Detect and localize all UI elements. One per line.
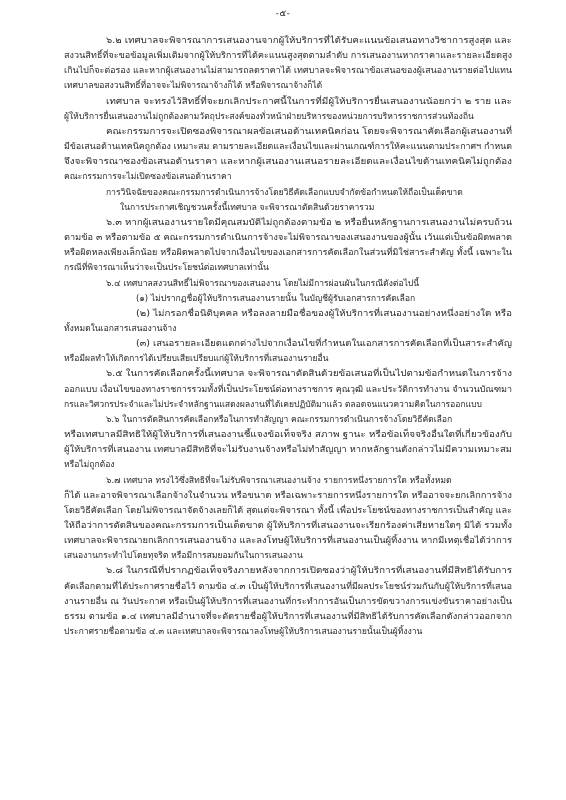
text-line	[64, 413, 512, 428]
text-line-content: เทศบาลขอสงวนสิทธิ์ที่อาจจะไม่พิจารณาจ้างก็ได้ หรือพิจารณาจ้างก็ได้	[64, 81, 323, 92]
text-line	[64, 155, 512, 170]
text-line	[64, 580, 512, 595]
text-line	[64, 322, 512, 337]
text-line	[64, 95, 512, 110]
text-line-content: หรือผิดหลงเพียงเล็กน้อย หรือผิดพลาดไปจากเงื่อนไขของเอกสารการคัดเลือกในส่วนที่มิใช่สาระสำคัญ ทั้งนี้ เฉพาะใน	[64, 248, 512, 259]
text-line	[64, 564, 512, 579]
page-number: -๕-	[275, 9, 291, 19]
text-line	[64, 170, 512, 185]
text-line-content: ๖.๘ ในกรณีที่ปรากฏข้อเท็จจริงภายหลังจากการเปิดซองว่าผู้ให้บริการที่เสนองานที่มีสิทธิได้รับการ	[106, 566, 512, 577]
text-line	[64, 110, 512, 125]
text-line	[64, 277, 512, 292]
text-line-content: สงวนสิทธิ์ที่จะขอข้อมูลเพิ่มเติมจากผู้ให้บริการที่ได้คะแนนสูงสุดตามลำดับ การเสนองานหากราคาและรายละเอียดสูง	[64, 51, 512, 62]
text-line-content: ธรรม ตามข้อ ๑.๔ เทศบาลมีอำนาจที่จะตัดรายชื่อผู้ให้บริการที่เสนองานที่มีสิทธิได้รับการคัดเลือกดังกล่าวออกจาก	[64, 611, 512, 622]
text-line	[64, 443, 512, 458]
text-line	[64, 398, 512, 413]
text-line	[64, 625, 512, 640]
text-line	[64, 125, 512, 140]
text-line-content: หรือไม่ถูกต้อง	[64, 460, 115, 471]
text-line	[64, 534, 512, 549]
text-line-content: เทศบาลจะพิจารณายกเลิกการเสนองานจ้าง และลงโทษผู้ให้บริการที่เสนองานเป็นผู้ทิ้งงาน หากมีเหตุเชื่อได้ว่าการ	[64, 536, 512, 547]
text-line-content: ๖.๕ ในการคัดเลือกครั้งนี้เทศบาล จะพิจารณาตัดสินด้วยข้อเสนอที่เป็นไปตามข้อกำหนดในการจ้าง	[106, 369, 512, 380]
text-line	[64, 49, 512, 64]
text-line-content: โดยวิธีคัดเลือก โดยไม่พิจารณาจัดจ้างเลยก็ได้ สุดแต่จะพิจารณา ทั้งนี้ เพื่อประโยชน์ของทางราชการเป็นสำคัญ และ	[64, 505, 512, 516]
text-line	[64, 519, 512, 534]
text-line	[64, 216, 512, 231]
text-line-content: คณะกรรมการจะเปิดซองพิจารณาผลข้อเสนอด้านเทคนิคก่อน โดยจะพิจารณาคัดเลือกผู้เสนองานที่	[106, 126, 512, 137]
text-line	[64, 34, 512, 49]
text-line-content: หรือมีผลทำให้เกิดการได้เปรียบเสียเปรียบแก่ผู้ให้บริการที่เสนองานรายอื่น	[64, 354, 329, 365]
text-line-content: เสนองานกระทำไปโดยทุจริต หรือมีการสมยอมกันในการเสนองาน	[64, 551, 303, 562]
text-line-content: ผู้ให้บริการที่เสนองาน เทศบาลมีสิทธิที่จะไม่รับงานจ้างหรือไม่ทำสัญญา หากหลักฐานดังกล่าวไม่มีความเหมาะสม	[64, 445, 512, 456]
text-line-content: ทั้งหมดในเอกสารเสนองานจ้าง	[64, 323, 177, 334]
text-line	[64, 428, 512, 443]
text-line-content: กรณีที่พิจารณาเห็นว่าจะเป็นประโยชน์ต่อเทศบาลเท่านั้น	[64, 263, 269, 274]
text-line-content: ให้ถือว่าการตัดสินของคณะกรรมการเป็นเด็ดขาด ผู้ให้บริการที่เสนองานจะเรียกร้องค่าเสียหายใดๆ มิได้ รวมทั้ง	[64, 521, 512, 531]
text-line	[64, 231, 512, 246]
text-line-content: ๖.๖ ในการตัดสินการคัดเลือกหรือในการทำสัญญา คณะกรรมการดำเนินการจ้างโดยวิธีคัดเลือก	[106, 414, 453, 425]
text-line-content: หรือเทศบาลมีสิทธิให้ผู้ให้บริการที่เสนองานชี้แจงข้อเท็จจริง สภาพ ฐานะ หรือข้อเท็จจริงอื่นใดที่เกี่ยวข้องกับ	[64, 430, 512, 441]
text-line-content: ก็ได้ และอาจพิจารณาเลือกจ้างในจำนวน หรือขนาด หรือเฉพาะรายการหนึ่งรายการใด หรืออาจจะยกเลิกการจ้าง	[64, 490, 512, 501]
text-line-content: ประกาศรายชื่อตามข้อ ๔.๓ และเทศบาลจะพิจารณาลงโทษผู้ให้บริการเสนองานรายนั้นเป็นผู้ทิ้งงาน	[64, 627, 423, 638]
text-line	[64, 352, 512, 367]
text-line-content: ๖.๓ หากผู้เสนองานรายใดมีคุณสมบัติไม่ถูกต้องตามข้อ ๒ หรือยื่นหลักฐานการเสนองานไม่ครบถ้วน	[106, 217, 512, 228]
text-line-content: (๒) ไม่กรอกชื่อนิติบุคคล หรือลงลายมือชื่อของผู้ให้บริการที่เสนองานอย่างหนึ่งอย่างใด หรือ	[136, 308, 512, 319]
text-line	[64, 610, 512, 625]
text-line-content: กรและวิศวกรประจำและไม่ประจำหลักฐานแสดงผลงานที่ได้เคยปฏิบัติมาแล้ว ตลอดจนแนวความคิดในการออกแบบ	[64, 399, 482, 410]
text-line-content: (๓) เสนอรายละเอียดแตกต่างไปจากเงื่อนไขที่กำหนดในเอกสารการคัดเลือกที่เป็นสาระสำคัญ	[136, 339, 512, 350]
text-line	[64, 186, 512, 201]
text-line-content: งานรายอื่น ณ วันประกาศ หรือเป็นผู้ให้บริการที่เสนองานที่กระทำการอันเป็นการขัดขวางการแข่งขันราคาอย่างเป็น	[64, 596, 512, 607]
text-line	[64, 504, 512, 519]
text-line	[64, 64, 512, 79]
text-line	[64, 474, 512, 489]
text-line	[64, 383, 512, 398]
text-line	[64, 261, 512, 276]
text-line-content: ตามข้อ ๓ หรือตามข้อ ๕ คณะกรรมการดำเนินการจ้างจะไม่พิจารณาของเสนองานของผู้นั้น เว้นแต่เป็นข้อผิดพลาด	[64, 233, 512, 244]
text-line	[64, 458, 512, 473]
text-line	[64, 201, 512, 216]
text-line-content: เทศบาล จะทรงไว้สิทธิ์ที่จะยกเลิกประกาศนี้ในการที่มีผู้ให้บริการยื่นเสนองานน้อยกว่า ๒ ราย และ	[106, 96, 512, 107]
text-line-content: ๖.๒ เทศบาลจะพิจารณาการเสนองานจากผู้ให้บริการที่ได้รับคะแนนข้อเสนอทางวิชาการสูงสุด และ	[106, 36, 512, 46]
text-line-content: ๖.๔ เทศบาลสงวนสิทธิ์ไม่พิจารณาของเสนองาน โดยไม่มีการผ่อนผันในกรณีดังต่อไปนี้	[106, 278, 420, 289]
text-line	[64, 489, 512, 504]
text-line-content: มีข้อเสนอด้านเทคนิคถูกต้อง เหมาะสม ตามรายละเอียดและเงื่อนไขและผ่านเกณฑ์การให้คะแนนตามประกาศฯ กำหนด	[64, 142, 512, 153]
document-body	[64, 34, 512, 640]
text-line-content: ผู้ให้บริการยื่นเสนองานไม่ถูกต้องตามวัตถุประสงค์ของทั่วหน้าฝ่ายบริหารของหน่วยการบริหารราชการส่วนท้องถิ่น	[64, 111, 474, 122]
text-line-content: คัดเลือกตามที่ได้ประกาศรายชื่อไว้ ตามข้อ ๔.๓ เป็นผู้ให้บริการที่เสนองานที่มีผลประโยชน์ร่วมกันกับผู้ให้บริการที่เสนอ	[64, 581, 512, 592]
text-line-content: (๑) ไม่ปรากฏชื่อผู้ให้บริการเสนองานรายนั้น ในบัญชีผู้รับเอกสารการคัดเลือก	[136, 293, 416, 304]
text-line	[64, 292, 512, 307]
text-line-content: ออกแบบ เงื่อนไขของทางราชการรวมทั้งที่เป็นประโยชน์ต่อทางราชการ คุณวุฒิ และประวัติการทำงาน จำนวนบัณฑมา	[64, 384, 512, 395]
text-line-content: ในการประกาศเชิญชวนครั้งนี้เทศบาล จะพิจารณาตัดสินด้วยราคารวม	[120, 202, 375, 213]
text-line	[64, 337, 512, 352]
text-line	[64, 79, 512, 94]
text-line-content: คณะกรรมการจะไม่เปิดซองข้อเสนอด้านราคา	[64, 172, 232, 183]
text-line	[64, 549, 512, 564]
text-line-content: เกินไปก็จะต่อรอง และหากผู้เสนองานไม่สามารถลดราคาได้ เทศบาลจะพิจารณาข้อเสนอของผู้เสนองานรายต่อไปแทน	[64, 66, 512, 77]
text-line-content: การวินิจฉัยของคณะกรรมการดำเนินการจ้างโดยวิธีคัดเลือกแบบจำกัดข้อกำหนดให้ถือเป็นเด็ดขาด	[106, 187, 463, 198]
text-line	[64, 367, 512, 382]
text-line-content: จึงจะพิจารณาซองข้อเสนอด้านราคา และหากผู้เสนองานเสนอรายละเอียดและเงื่อนไขด้านเทคนิคไม่ถูกต้อง	[64, 157, 512, 168]
text-line	[64, 595, 512, 610]
text-line	[64, 246, 512, 261]
text-line	[64, 140, 512, 155]
text-line-content: ๖.๗ เทศบาล ทรงไว้ซึ่งสิทธิที่จะไม่รับพิจารณาเสนองานจ้าง รายการหนึ่งรายการใด หรือทั้งหมด	[106, 475, 452, 486]
text-line	[64, 307, 512, 322]
